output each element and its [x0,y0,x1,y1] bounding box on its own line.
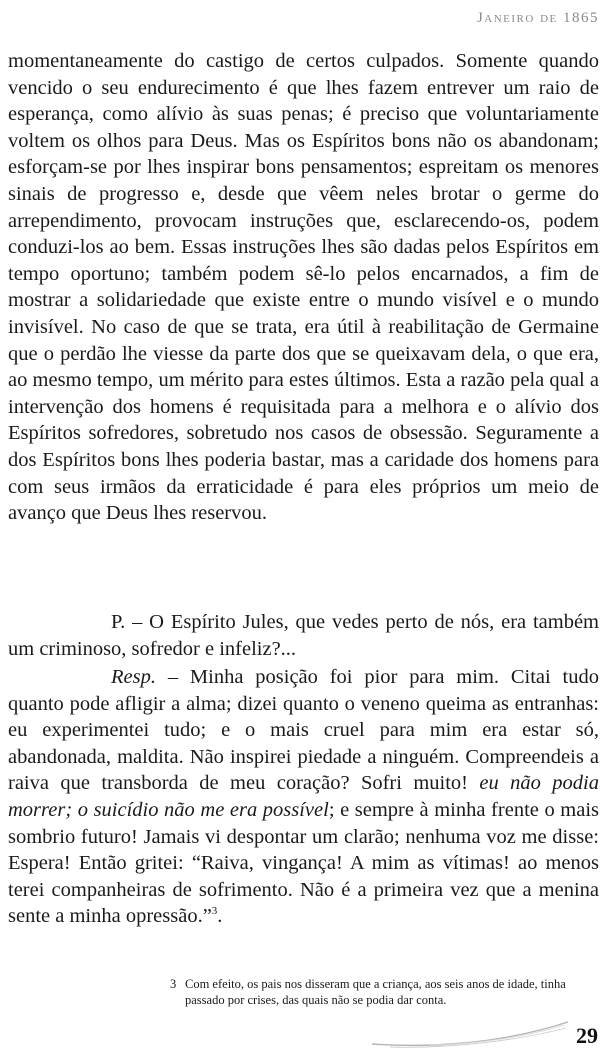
page-ornament-swoosh [370,1014,570,1050]
page-number: 29 [576,1023,598,1048]
answer-paragraph [8,664,599,930]
answer-text: Resp. – Minha posição foi pior para mim. Citai tudo quanto pode afligir a alma; dizei quanto o veneno queima as entranhas: eu experimentei tudo; e o mais cruel para mim era estar só, abandonada, maldita. Não inspirei piedade a ninguém. Compreendeis a raiva que transborda de meu coração? Sofri muito! eu não podia morrer; o suicídio não me era possível; e sempre à minha frente o mais sombrio futuro! Jamais vi despontar um clarão; nenhuma voz me disse: Espera! Então gritei: “Raiva, vingança! A mim as vítimas! ao menos terei companheiras de sofrimento. Não é a primeira vez que a menina sente a minha opressão.”$^3$. [8,666,599,928]
answer-italic-text: eu não podia morrer; o suicídio não me era possível [8,772,599,821]
answer-text-part-2: ; e sempre à minha frente o mais sombrio futuro! Jamais vi despontar um clarão; nenhuma voz me disse: Espera! Então gritei: “Raiva, vingança! A mim as vítimas! ao menos terei companheiras de sofrimento. Não é a primeira vez que a menina sente a minha opressão.” [8,798,599,928]
answer-text-part-1: – Minha posição foi pior para mim. Citai tudo quanto pode afligir a alma; dizei quanto o veneno queima as entranhas: eu experimentei tudo; e o mais cruel para mim era estar só, abandonada, maldita. Não inspirei piedade a ninguém. Compreendeis a raiva que transborda de meu coração? Sofri muito! [8,666,599,795]
answer-label: Resp. [111,666,156,688]
footnote-reference[interactable]: 3 [211,905,218,918]
body-paragraph [8,48,599,527]
question-text: P. – O Espírito Jules, que vedes perto de nós, era também um criminoso, sofredor e infeliz?... [8,611,599,660]
footnote-text: Com efeito, os pais nos disseram que a criança, aos seis anos de idade, tinha passado por crises, das quais não se podia dar conta. [185,977,566,1007]
footnote-number: 3 [170,977,177,991]
footnote [170,976,602,1008]
running-header: Janeiro de 1865 [476,10,599,26]
question-paragraph [8,609,599,662]
paragraph-text: momentaneamente do castigo de certos culpados. Somente quando vencido o seu endurecimento é que lhes fazem entrever um raio de esperança, como alívio às suas penas; é preciso que voluntariamente voltem os olhos para Deus. Mas os Espíritos bons não os abandonam; esforçam-se por lhes inspirar bons pensamentos; espreitam os menores sinais de progresso e, desde que vêem neles brotar o germe do arrependimento, provocam instruções que, esclarecendo-os, podem conduzi-los ao bem. Essas instruções lhes são dadas pelos Espíritos em tempo oportuno; também podem sê-lo pelos encarnados, a fim de mostrar a solidariedade que existe entre o mundo visível e o mundo invisível. No caso de que se trata, era útil à reabilitação de Germaine que o perdão lhe viesse da parte dos que se queixavam dela, o que era, ao mesmo tempo, um mérito para estes últimos. Esta a razão pela qual a intervenção dos homens é requisitada para a melhora e o alívio dos Espíritos sofredores, sobretudo nos casos de obsessão. Seguramente a dos Espíritos bons lhes poderia bastar, mas a caridade dos homens para com seus irmãos da erraticidade é para eles próprios um meio de avanço que Deus lhes reservou. [8,50,599,525]
